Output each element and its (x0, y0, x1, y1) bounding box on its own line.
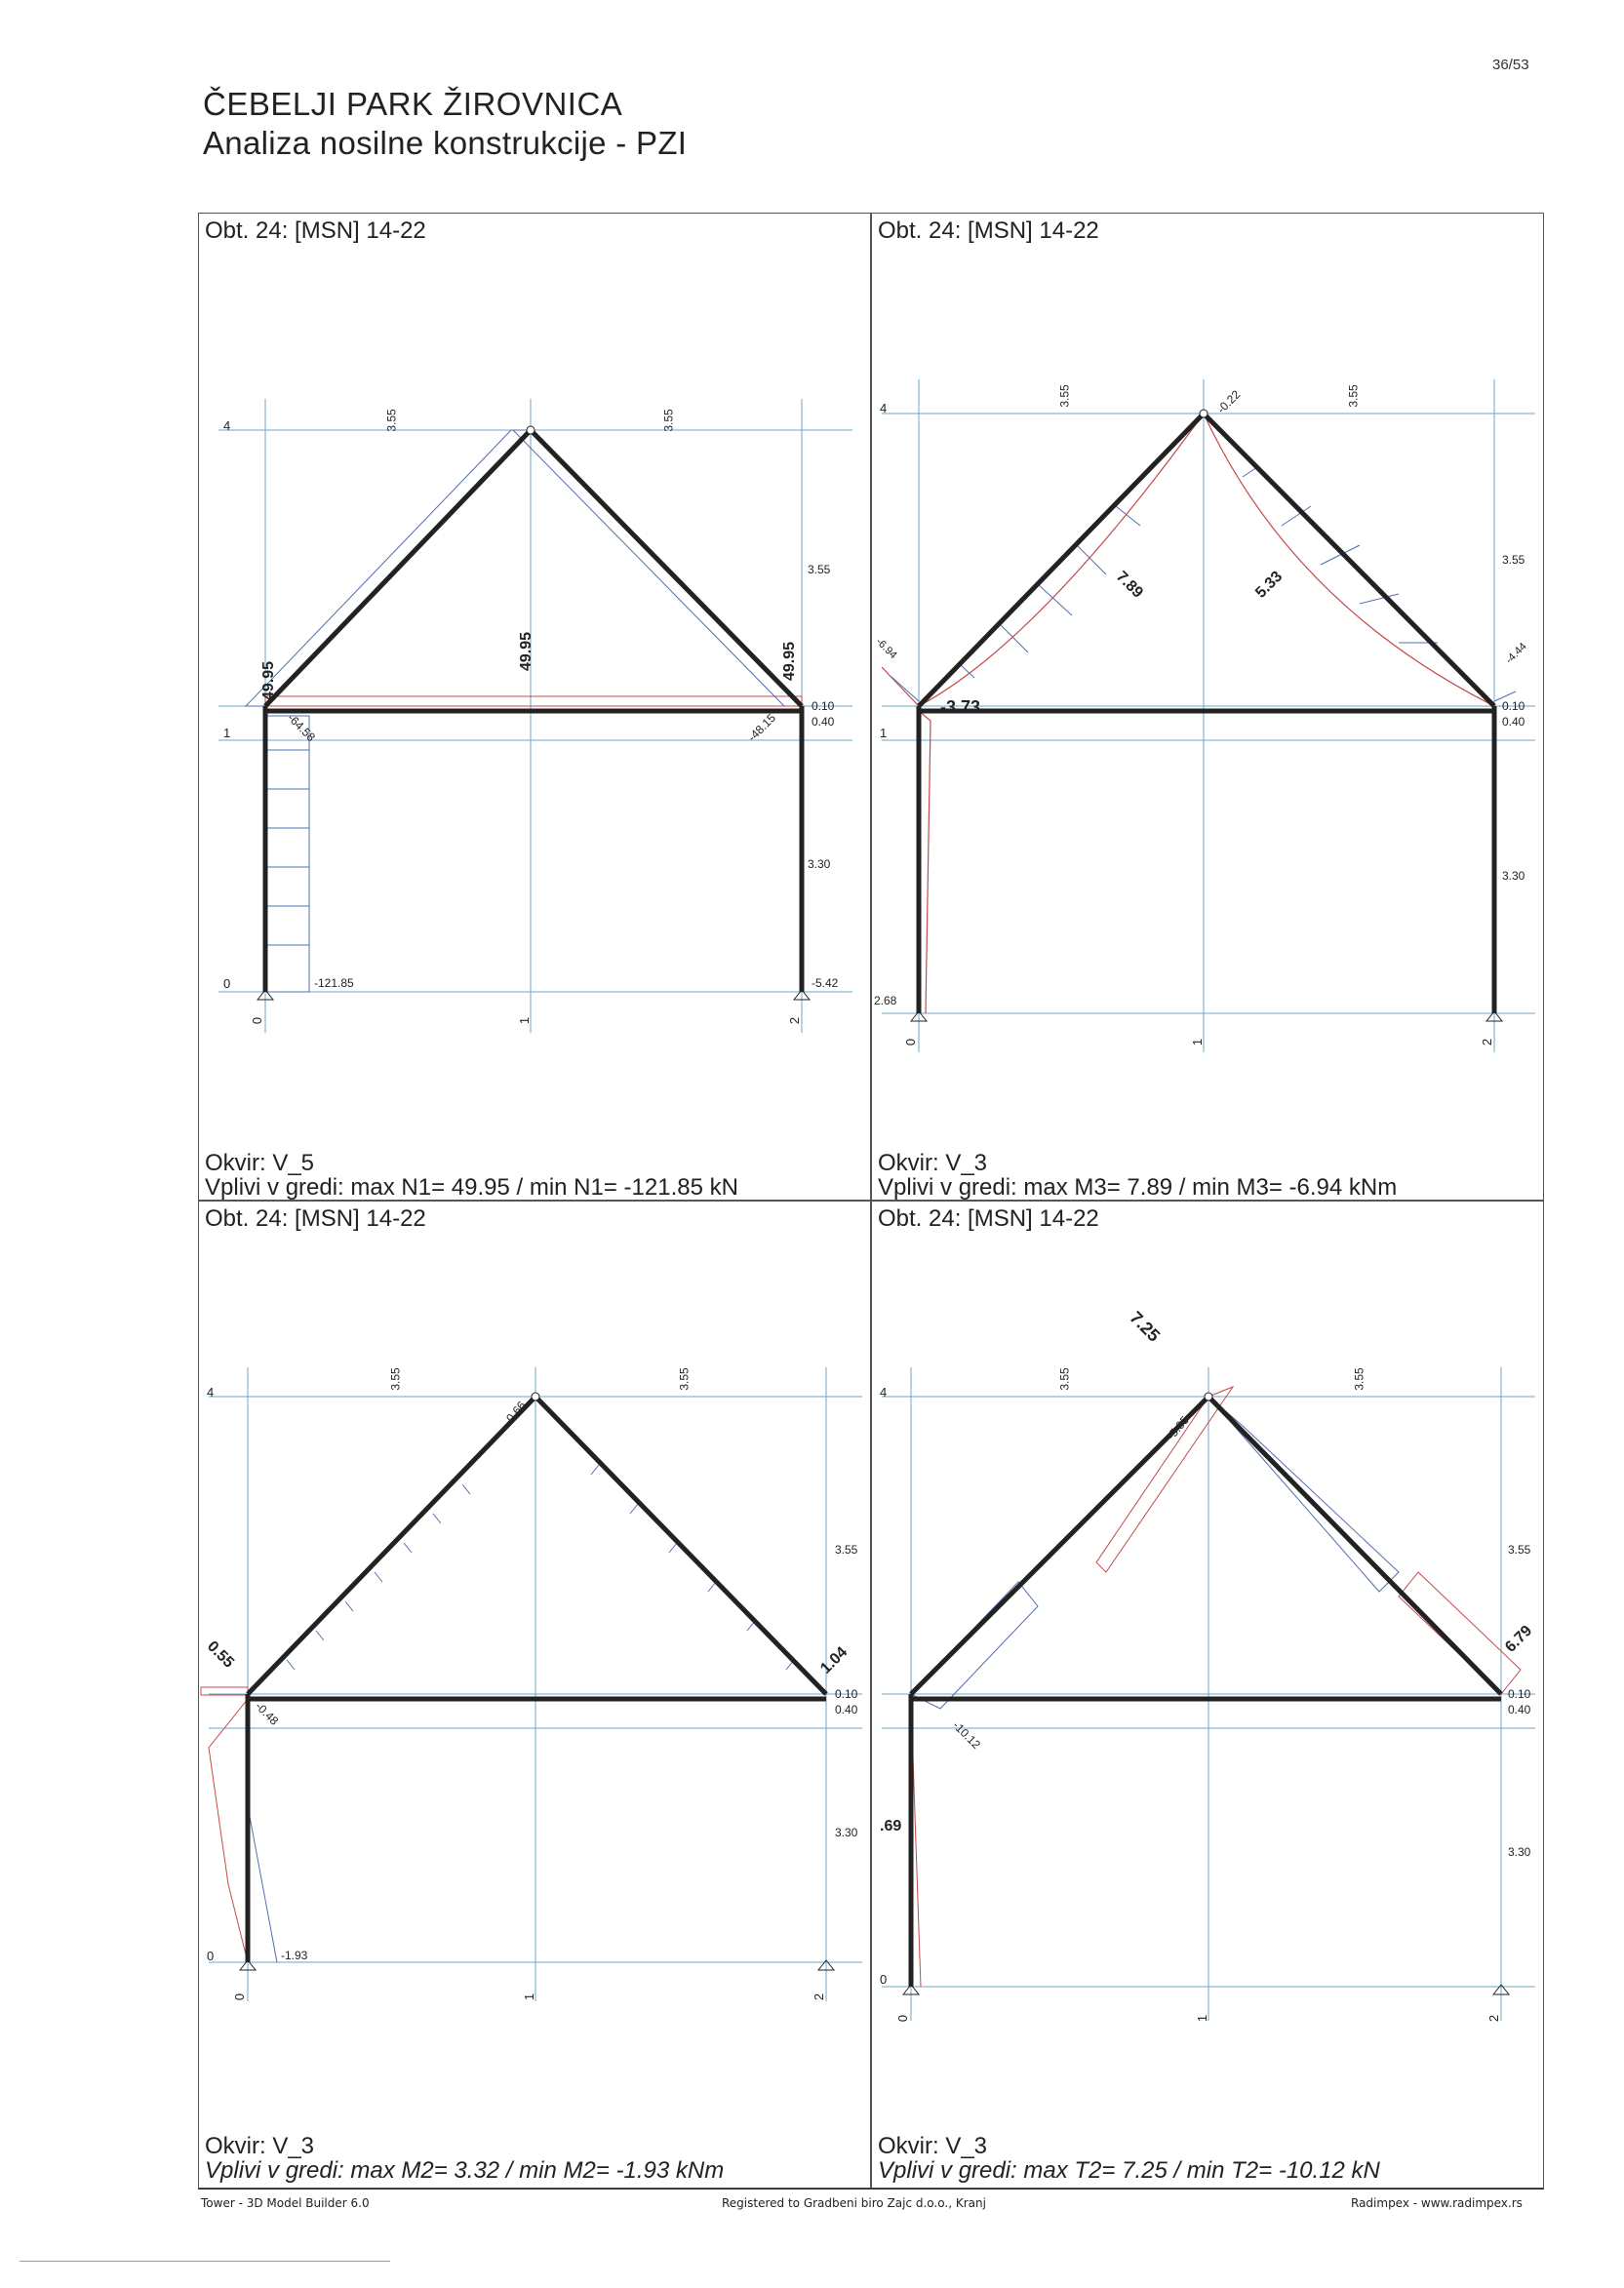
level-label: 4 (880, 401, 888, 415)
summary-caption: Vplivi v gredi: max M2= 3.32 / min M2= -1.93 kNm (205, 2157, 725, 2184)
value-label: 1.04 (817, 1643, 852, 1677)
value-label: -0.48 (253, 1699, 282, 1728)
value-label: -0.22 (1214, 387, 1244, 416)
height-label: 0.40 (835, 1703, 858, 1716)
panel-moment-m2 (198, 1201, 871, 2189)
summary-caption: Vplivi v gredi: max T2= 7.25 / min T2= -10.12 kN (878, 2157, 1380, 2184)
height-label: 3.30 (1502, 869, 1525, 883)
panel-grid (198, 213, 1544, 2189)
value-label: 7.89 (1112, 568, 1146, 602)
frame-caption: Okvir: V_3 (205, 2133, 315, 2159)
value-label: 2.68 (874, 994, 897, 1007)
value-label: 6.79 (1502, 1622, 1536, 1656)
height-label: 3.55 (1508, 1543, 1531, 1557)
value-label: 5.33 (1252, 568, 1287, 602)
panel-heading: Obt. 24: [MSN] 14-22 (205, 217, 426, 244)
column-label: 1 (1195, 2014, 1210, 2023)
height-label: 0.40 (812, 715, 835, 729)
column-label: 2 (1486, 2014, 1502, 2023)
height-label: 3.55 (835, 1543, 858, 1557)
height-label: 3.55 (1502, 553, 1525, 567)
footer-left: Tower - 3D Model Builder 6.0 (201, 2196, 370, 2210)
summary-caption: Vplivi v gredi: max M3= 7.89 / min M3= -6.94 kNm (878, 1174, 1398, 1201)
span-label: 3.55 (1057, 384, 1072, 408)
column-label: 0 (903, 1038, 919, 1046)
column-label: 1 (1190, 1038, 1206, 1046)
value-label: 49.95 (781, 641, 799, 682)
panel-normal-force (198, 213, 871, 1201)
span-label: 3.55 (388, 1367, 403, 1391)
span-label: 3.55 (1352, 1367, 1367, 1391)
panel-shear-t2 (871, 1201, 1544, 2189)
level-label: 4 (223, 418, 231, 433)
value-label: 49.95 (518, 631, 535, 672)
span-label: 3.55 (1346, 384, 1361, 408)
value-label: -121.85 (314, 976, 354, 990)
height-label: 3.55 (808, 563, 831, 576)
page-number: 36/53 (1492, 57, 1529, 73)
frame-diagram-m2 (199, 1202, 871, 2189)
level-label: 0 (207, 1949, 215, 1963)
scan-edge-line (20, 2261, 390, 2262)
column-label: 2 (812, 1992, 827, 2001)
document-subtitle: Analiza nosilne konstrukcije - PZI (203, 125, 688, 161)
value-label: -4.44 (1503, 640, 1529, 667)
frame-caption: Okvir: V_3 (878, 2133, 988, 2159)
height-label: 3.30 (1508, 1845, 1531, 1859)
level-label: 0 (223, 976, 231, 991)
level-label: 0 (880, 1972, 888, 1987)
span-label: 3.55 (1057, 1367, 1072, 1391)
height-label: 0.40 (1508, 1703, 1531, 1716)
value-label: 7.25 (1126, 1307, 1165, 1346)
value-label: -48.15 (745, 711, 778, 744)
frame-caption: Okvir: V_3 (878, 1150, 988, 1176)
value-label: -1.93 (281, 1949, 308, 1962)
summary-caption: Vplivi v gredi: max N1= 49.95 / min N1= -121.85 kN (205, 1174, 738, 1201)
value-label: -64.58 (285, 711, 318, 744)
value-label: 49.95 (260, 660, 278, 701)
value-label: -0.66 (500, 1399, 529, 1428)
height-label: 0.10 (835, 1687, 858, 1701)
column-label: 0 (250, 1016, 265, 1025)
value-label: .69 (880, 1818, 902, 1834)
value-label: -6.94 (873, 635, 899, 662)
level-label: 4 (880, 1385, 888, 1400)
column-label: 0 (232, 1992, 248, 2001)
value-label: -5.05 (1164, 1413, 1192, 1442)
level-label: 1 (223, 726, 231, 740)
span-label: 3.55 (661, 409, 676, 432)
frame-diagram-n1 (199, 214, 871, 1201)
level-label: 1 (880, 726, 888, 740)
column-label: 2 (787, 1016, 803, 1025)
footer-center: Registered to Gradbeni biro Zajc d.o.o., Kranj (722, 2196, 986, 2210)
level-label: 4 (207, 1385, 215, 1400)
column-label: 1 (522, 1992, 537, 2001)
value-label: 0.55 (203, 1637, 237, 1672)
panel-heading: Obt. 24: [MSN] 14-22 (205, 1205, 426, 1232)
frame-diagram-t2 (872, 1202, 1544, 2189)
frame-caption: Okvir: V_5 (205, 1150, 315, 1176)
column-label: 2 (1480, 1038, 1495, 1046)
value-label: -3.73 (940, 697, 981, 717)
panel-heading: Obt. 24: [MSN] 14-22 (878, 1205, 1099, 1232)
column-label: 1 (517, 1016, 533, 1025)
span-label: 3.55 (677, 1367, 692, 1391)
panel-moment-m3 (871, 213, 1544, 1201)
column-label: 0 (895, 2014, 911, 2023)
height-label: 0.10 (1508, 1687, 1531, 1701)
value-label: -5.42 (812, 976, 839, 990)
footer-right: Radimpex - www.radimpex.rs (1351, 2196, 1523, 2210)
document-title: ČEBELJI PARK ŽIROVNICA (203, 86, 623, 122)
height-label: 3.30 (808, 857, 831, 871)
value-label: -10.12 (950, 1718, 983, 1752)
height-label: 0.10 (1502, 699, 1525, 713)
span-label: 3.55 (384, 409, 399, 432)
height-label: 3.30 (835, 1826, 858, 1839)
height-label: 0.40 (1502, 715, 1525, 729)
panel-heading: Obt. 24: [MSN] 14-22 (878, 217, 1099, 244)
height-label: 0.10 (812, 699, 835, 713)
